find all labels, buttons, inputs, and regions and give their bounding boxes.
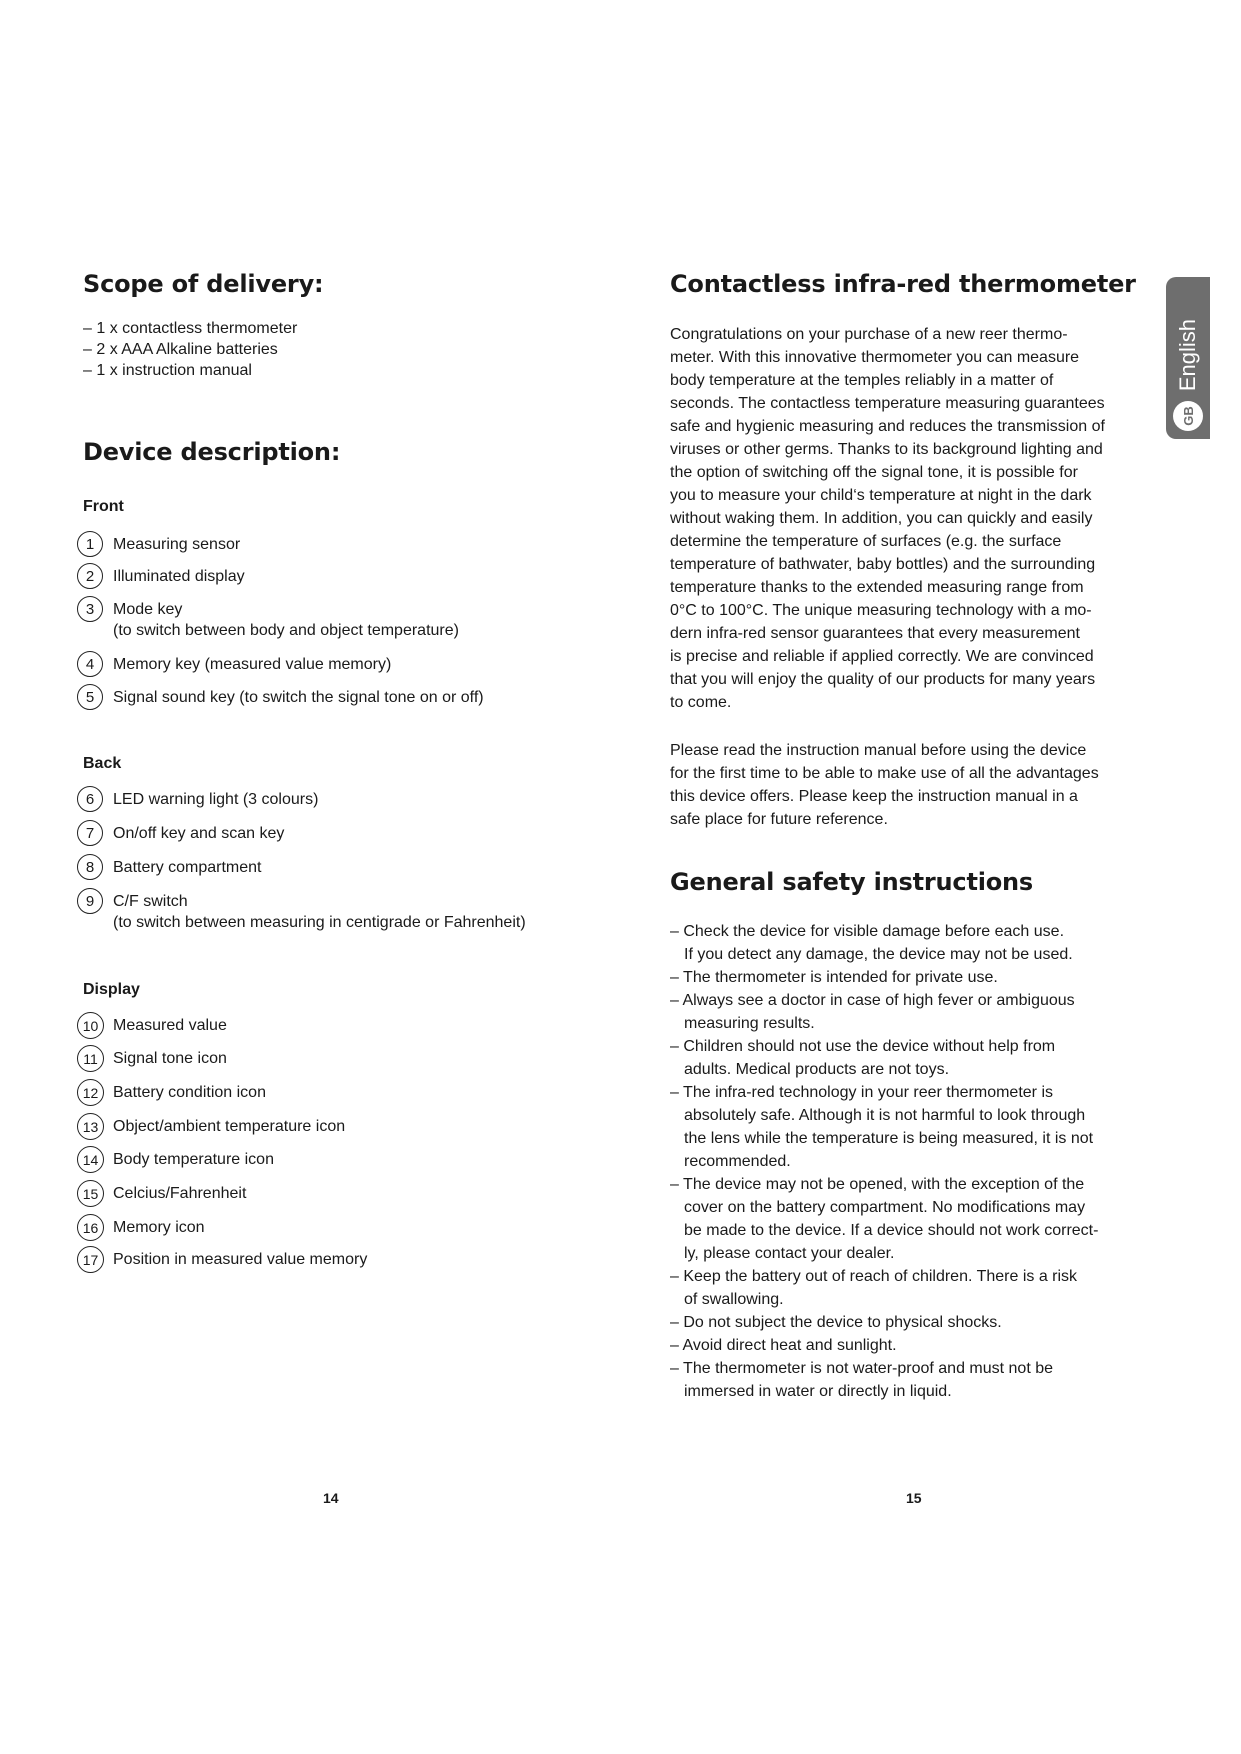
item-label: Position in measured value memory <box>113 1251 368 1268</box>
read-manual-paragraph <box>670 739 1140 831</box>
text-line: the option of switching off the signal tone, it is possible for <box>670 464 1078 481</box>
text-line: Congratulations on your purchase of a new reer thermo- <box>670 326 1068 343</box>
page-number-right: 15 <box>906 1490 922 1506</box>
text-line: safe and hygienic measuring and reduces the transmission of <box>670 418 1105 435</box>
text-line: to come. <box>670 694 732 711</box>
scope-list <box>83 318 297 381</box>
display-label: Display <box>83 981 140 998</box>
safety-line: ly, please contact your dealer. <box>684 1245 895 1262</box>
text-line: meter. With this innovative thermometer you can measure <box>670 349 1080 366</box>
language-tab <box>1166 277 1210 439</box>
safety-line: – The device may not be opened, with the exception of the <box>670 1176 1085 1193</box>
safety-line: of swallowing. <box>684 1291 784 1308</box>
text-line: this device offers. Please keep the instruction manual in a <box>670 788 1078 805</box>
scope-title: Scope of delivery: <box>83 270 324 298</box>
scope-item: – 2 x AAA Alkaline batteries <box>83 341 278 358</box>
safety-line: – Do not subject the device to physical shocks. <box>670 1314 1002 1331</box>
text-line: that you will enjoy the quality of our products for many years <box>670 671 1096 688</box>
safety-line: cover on the battery compartment. No modifications may <box>684 1199 1086 1216</box>
number-badge: 5 <box>77 684 103 710</box>
item-sublabel: (to switch between measuring in centigrade or Fahrenheit) <box>113 914 526 931</box>
safety-line: – The thermometer is intended for private use. <box>670 969 998 986</box>
item-label: LED warning light (3 colours) <box>113 791 319 808</box>
thermometer-title: Contactless infra-red thermometer <box>670 270 1136 298</box>
number-badge: 9 <box>77 888 103 914</box>
number-badge: 4 <box>77 651 103 677</box>
safety-line: recommended. <box>684 1153 791 1170</box>
page-number-left: 14 <box>323 1490 339 1506</box>
item-label: Celcius/Fahrenheit <box>113 1185 247 1202</box>
item-label: Measured value <box>113 1017 227 1034</box>
item-label: On/off key and scan key <box>113 825 285 842</box>
scope-item: – 1 x contactless thermometer <box>83 320 298 337</box>
item-label: C/F switch <box>113 893 188 910</box>
safety-line: – Avoid direct heat and sunlight. <box>670 1337 897 1354</box>
safety-line: the lens while the temperature is being measured, it is not <box>684 1130 1094 1147</box>
safety-line: – Always see a doctor in case of high fever or ambiguous <box>670 992 1075 1009</box>
text-line: for the first time to be able to make use of all the advantages <box>670 765 1099 782</box>
text-line: 0°C to 100°C. The unique measuring technology with a mo- <box>670 602 1092 619</box>
text-line: without waking them. In addition, you can quickly and easily <box>670 510 1093 527</box>
safety-line: immersed in water or directly in liquid. <box>684 1383 952 1400</box>
safety-line: – Keep the battery out of reach of children. There is a risk <box>670 1268 1078 1285</box>
text-line: body temperature at the temples reliably in a matter of <box>670 372 1054 389</box>
safety-line: be made to the device. If a device should not work correct- <box>684 1222 1099 1239</box>
text-line: is precise and reliable if applied correctly. We are convinced <box>670 648 1094 665</box>
safety-line: – Children should not use the device without help from <box>670 1038 1056 1055</box>
item-label: Mode key <box>113 601 183 618</box>
item-label: Battery condition icon <box>113 1084 266 1101</box>
text-line: determine the temperature of surfaces (e.g. the surface <box>670 533 1062 550</box>
number-badge: 8 <box>77 854 103 880</box>
item-label: Object/ambient temperature icon <box>113 1118 346 1135</box>
number-badge: 16 <box>77 1214 104 1241</box>
number-badge: 14 <box>77 1146 104 1173</box>
safety-list <box>670 920 1140 1403</box>
back-label: Back <box>83 755 122 772</box>
number-badge: 10 <box>77 1012 104 1039</box>
item-sublabel: (to switch between body and object temperature) <box>113 622 459 639</box>
number-badge: 11 <box>77 1045 104 1072</box>
item-label: Body temperature icon <box>113 1151 274 1168</box>
number-badge: 6 <box>77 786 103 812</box>
safety-line: measuring results. <box>684 1015 815 1032</box>
scope-item: – 1 x instruction manual <box>83 362 252 379</box>
language-label: English <box>1175 318 1200 391</box>
item-label: Illuminated display <box>113 568 245 585</box>
item-label: Memory key (measured value memory) <box>113 656 392 673</box>
device-title: Device description: <box>83 438 341 466</box>
number-badge: 7 <box>77 820 103 846</box>
text-line: seconds. The contactless temperature measuring guarantees <box>670 395 1105 412</box>
item-label: Memory icon <box>113 1219 205 1236</box>
item-label: Battery compartment <box>113 859 262 876</box>
number-badge: 1 <box>77 531 103 557</box>
safety-line: – The thermometer is not water-proof and must not be <box>670 1360 1054 1377</box>
safety-line: – The infra-red technology in your reer thermometer is <box>670 1084 1053 1101</box>
text-line: Please read the instruction manual before using the device <box>670 742 1087 759</box>
text-line: dern infra-red sensor guarantees that every measurement <box>670 625 1080 642</box>
text-line: temperature thanks to the extended measuring range from <box>670 579 1084 596</box>
number-badge: 13 <box>77 1113 104 1140</box>
item-label: Signal sound key (to switch the signal tone on or off) <box>113 689 484 706</box>
number-badge: 3 <box>77 596 103 622</box>
number-badge: 15 <box>77 1180 104 1207</box>
text-line: temperature of bathwater, baby bottles) and the surrounding <box>670 556 1096 573</box>
number-badge: 17 <box>77 1246 104 1273</box>
safety-line: absolutely safe. Although it is not harmful to look through <box>684 1107 1086 1124</box>
intro-paragraph <box>670 323 1140 714</box>
text-line: safe place for future reference. <box>670 811 888 828</box>
safety-line: adults. Medical products are not toys. <box>684 1061 950 1078</box>
number-badge: 2 <box>77 563 103 589</box>
safety-title: General safety instructions <box>670 868 1034 896</box>
item-label: Signal tone icon <box>113 1050 227 1067</box>
text-line: viruses or other germs. Thanks to its background lighting and <box>670 441 1103 458</box>
item-label: Measuring sensor <box>113 536 241 553</box>
safety-line: If you detect any damage, the device may not be used. <box>684 946 1073 963</box>
safety-line: – Check the device for visible damage before each use. <box>670 923 1065 940</box>
gb-flag-icon: GB <box>1173 401 1203 431</box>
front-label: Front <box>83 498 124 515</box>
number-badge: 12 <box>77 1079 104 1106</box>
text-line: you to measure your child‘s temperature at night in the dark <box>670 487 1092 504</box>
